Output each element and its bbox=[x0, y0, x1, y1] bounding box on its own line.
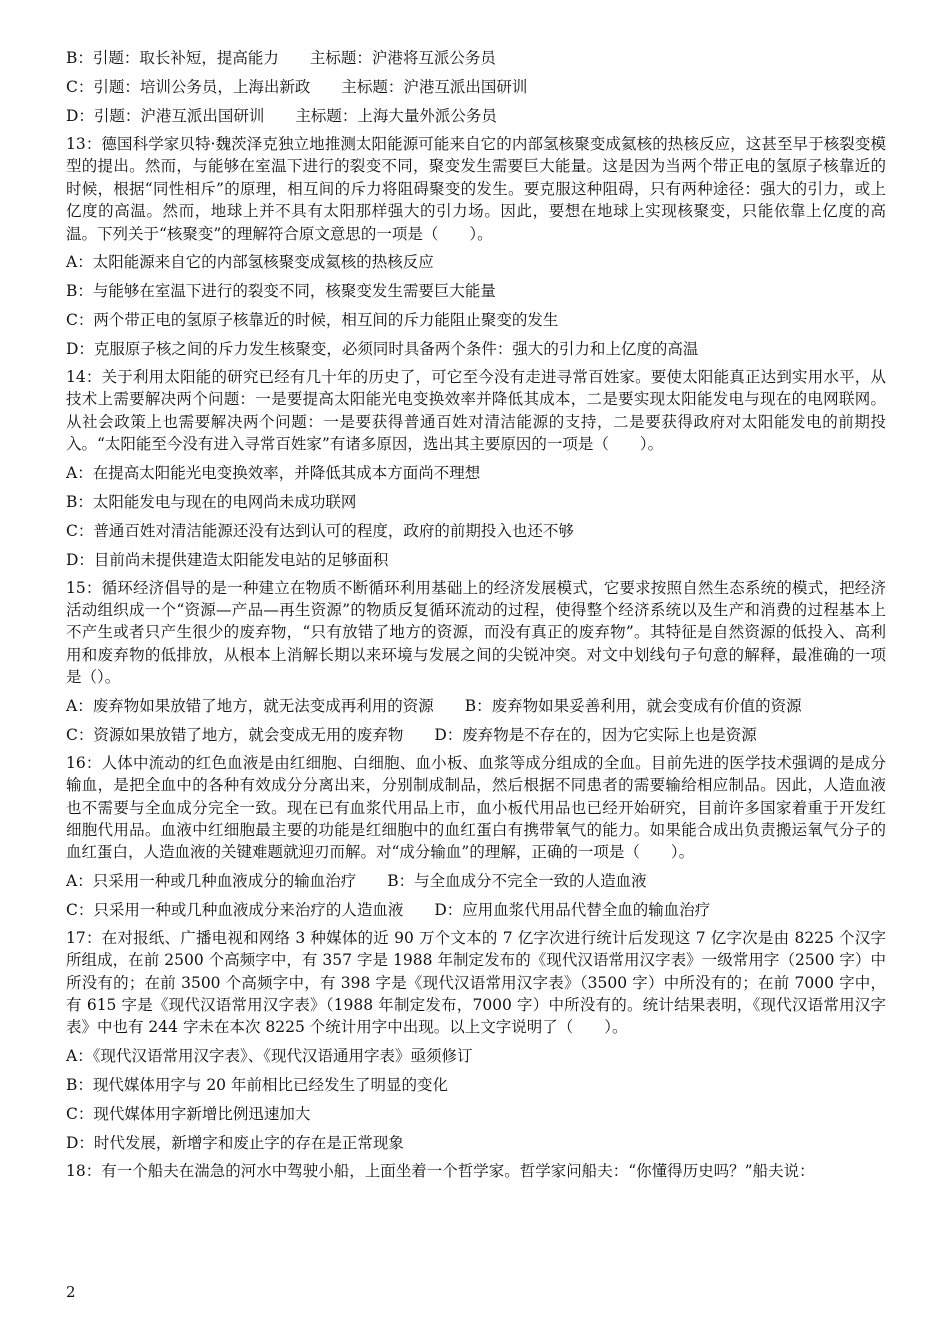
question-16-options-cd: C：只采用一种或几种血液成分来治疗的人造血液 D：应用血浆代用品代替全血的输血治疗 bbox=[66, 900, 711, 919]
question-14-option-d: D：目前尚未提供建造太阳能发电站的足够面积 bbox=[66, 550, 389, 569]
document-page bbox=[66, 44, 886, 1185]
question-17-stem: 17：在对报纸、广播电视和网络 3 种媒体的近 90 万个文本的 7 亿字次进行统计后发现这 7 亿字次是由 8225 个汉字所组成，在前 2500 个高频字中，有 357 字是 1988 年制定发布的《现代汉语常用汉字表》一级常用字（2500 字）中所没有的；在前 3500 个高频字中，有 398 字是《现代汉语常用汉字表》（3500 字）中所没有的；在前 7000 字中，有 615 字是《现代汉语常用汉字表》（1988 年制定发布，7000 字）中所没有的。统计结果表明，《现代汉语常用汉字表》中也有 244 字未在本次 8225 个统计用字中出现。以上文字说明了（ ）。 bbox=[66, 928, 886, 1037]
question-13-option-d: D：克服原子核之间的斥力发生核聚变，必须同时具备两个条件：强大的引力和上亿度的高温 bbox=[66, 340, 699, 359]
question-14-stem: 14：关于利用太阳能的研究已经有几十年的历史了，可它至今没有走进寻常百姓家。要使太阳能真正达到实用水平，从技术上需要解决两个问题：一是要提高太阳能光电变换效率并降低其成本，二是要实现太阳能发电与现在的电网联网。从社会政策上也需要解决两个问题：一是要获得普通百姓对清洁能源的支持，二是要获得政府对太阳能发电的前期投入。“太阳能至今没有进入寻常百姓家”有诸多原因，选出其主要原因的一项是（ ）。 bbox=[66, 368, 886, 454]
question-13-option-a: A：太阳能源来自它的内部氢核聚变成氦核的热核反应 bbox=[66, 253, 434, 272]
option-line: B：引题：取长补短，提高能力 主标题：沪港将互派公务员 bbox=[66, 49, 496, 67]
question-13-option-c: C：两个带正电的氢原子核靠近的时候，相互间的斥力能阻止聚变的发生 bbox=[66, 311, 559, 330]
question-17-option-d: D：时代发展，新增字和废止字的存在是正常现象 bbox=[66, 1133, 404, 1152]
option-line: D：引题：沪港互派出国研训 主标题：上海大量外派公务员 bbox=[66, 107, 497, 125]
page-number: 2 bbox=[66, 1283, 76, 1301]
question-15-options-ab: A：废弃物如果放错了地方，就无法变成再利用的资源 B：废弃物如果妥善利用，就会变成有价值的资源 bbox=[66, 696, 802, 715]
question-14-option-c: C：普通百姓对清洁能源还没有达到认可的程度，政府的前期投入也还不够 bbox=[66, 521, 574, 540]
question-14-option-a: A：在提高太阳能光电变换效率，并降低其成本方面尚不理想 bbox=[66, 463, 481, 482]
question-13-stem: 13：德国科学家贝特·魏茨泽克独立地推测太阳能源可能来自它的内部氢核聚变成氦核的热核反应，这甚至早于核裂变模型的提出。然而，与能够在室温下进行的裂变不同，聚变发生需要巨大能量。这是因为当两个带正电的氢原子核靠近的时候，根据“同性相斥”的原理，相互间的斥力将阻碍聚变的发生。要克服这种阻碍，只有两种途径：强大的引力，或上亿度的高温。然而，地球上并不具有太阳那样强大的引力场。因此，要想在地球上实现核聚变，只能依靠上亿度的高温。下列关于“核聚变”的理解符合原文意思的一项是（ ）。 bbox=[66, 135, 886, 243]
question-15-stem: 15：循环经济倡导的是一种建立在物质不断循环利用基础上的经济发展模式，它要求按照自然生态系统的模式，把经济活动组织成一个“资源—产品—再生资源”的物质反复循环流动的过程，使得整个经济系统以及生产和消费的过程基本上不产生或者只产生很少的废弃物，“只有放错了地方的资源，而没有真正的废弃物”。其特征是自然资源的低投入、高利用和废弃物的低排放，从根本上消解长期以来环境与发展之间的尖锐冲突。对文中划线句子句意的解释，最准确的一项是（）。 bbox=[66, 578, 886, 687]
option-line: C：引题：培训公务员，上海出新政 主标题：沪港互派出国研训 bbox=[66, 78, 528, 96]
question-17-option-c: C：现代媒体用字新增比例迅速加大 bbox=[66, 1104, 311, 1123]
question-17-option-b: B：现代媒体用字与 20 年前相比已经发生了明显的变化 bbox=[66, 1075, 448, 1094]
question-13-option-b: B：与能够在室温下进行的裂变不同，核聚变发生需要巨大能量 bbox=[66, 282, 496, 301]
question-16-options-ab: A：只采用一种或几种血液成分的输血治疗 B：与全血成分不完全一致的人造血液 bbox=[66, 871, 647, 890]
question-18-stem: 18：有一个船夫在湍急的河水中驾驶小船，上面坐着一个哲学家。哲学家问船夫：“你懂得历史吗？”船夫说： bbox=[66, 1161, 815, 1180]
question-16-stem: 16：人体中流动的红色血液是由红细胞、白细胞、血小板、血浆等成分组成的全血。目前先进的医学技术强调的是成分输血，是把全血中的各种有效成分分离出来，分别制成制品，然后根据不同患者的需要输给相应制品。因此，人造血液也不需要与全血成分完全一致。现在已有血浆代用品上市，血小板代用品也已经开始研究，目前许多国家着重于开发红细胞代用品。血液中红细胞最主要的功能是红细胞中的血红蛋白有携带氧气的能力。如果能合成出负责搬运氧气分子的血红蛋白，人造血液的关键难题就迎刃而解。对“成分输血”的理解，正确的一项是（ ）。 bbox=[66, 753, 886, 862]
question-15-options-cd: C：资源如果放错了地方，就会变成无用的废弃物 D：废弃物是不存在的，因为它实际上也是资源 bbox=[66, 725, 757, 744]
question-14-option-b: B：太阳能发电与现在的电网尚未成功联网 bbox=[66, 492, 357, 511]
question-17-option-a: A：《现代汉语常用汉字表》、《现代汉语通用字表》亟须修订 bbox=[66, 1046, 473, 1065]
